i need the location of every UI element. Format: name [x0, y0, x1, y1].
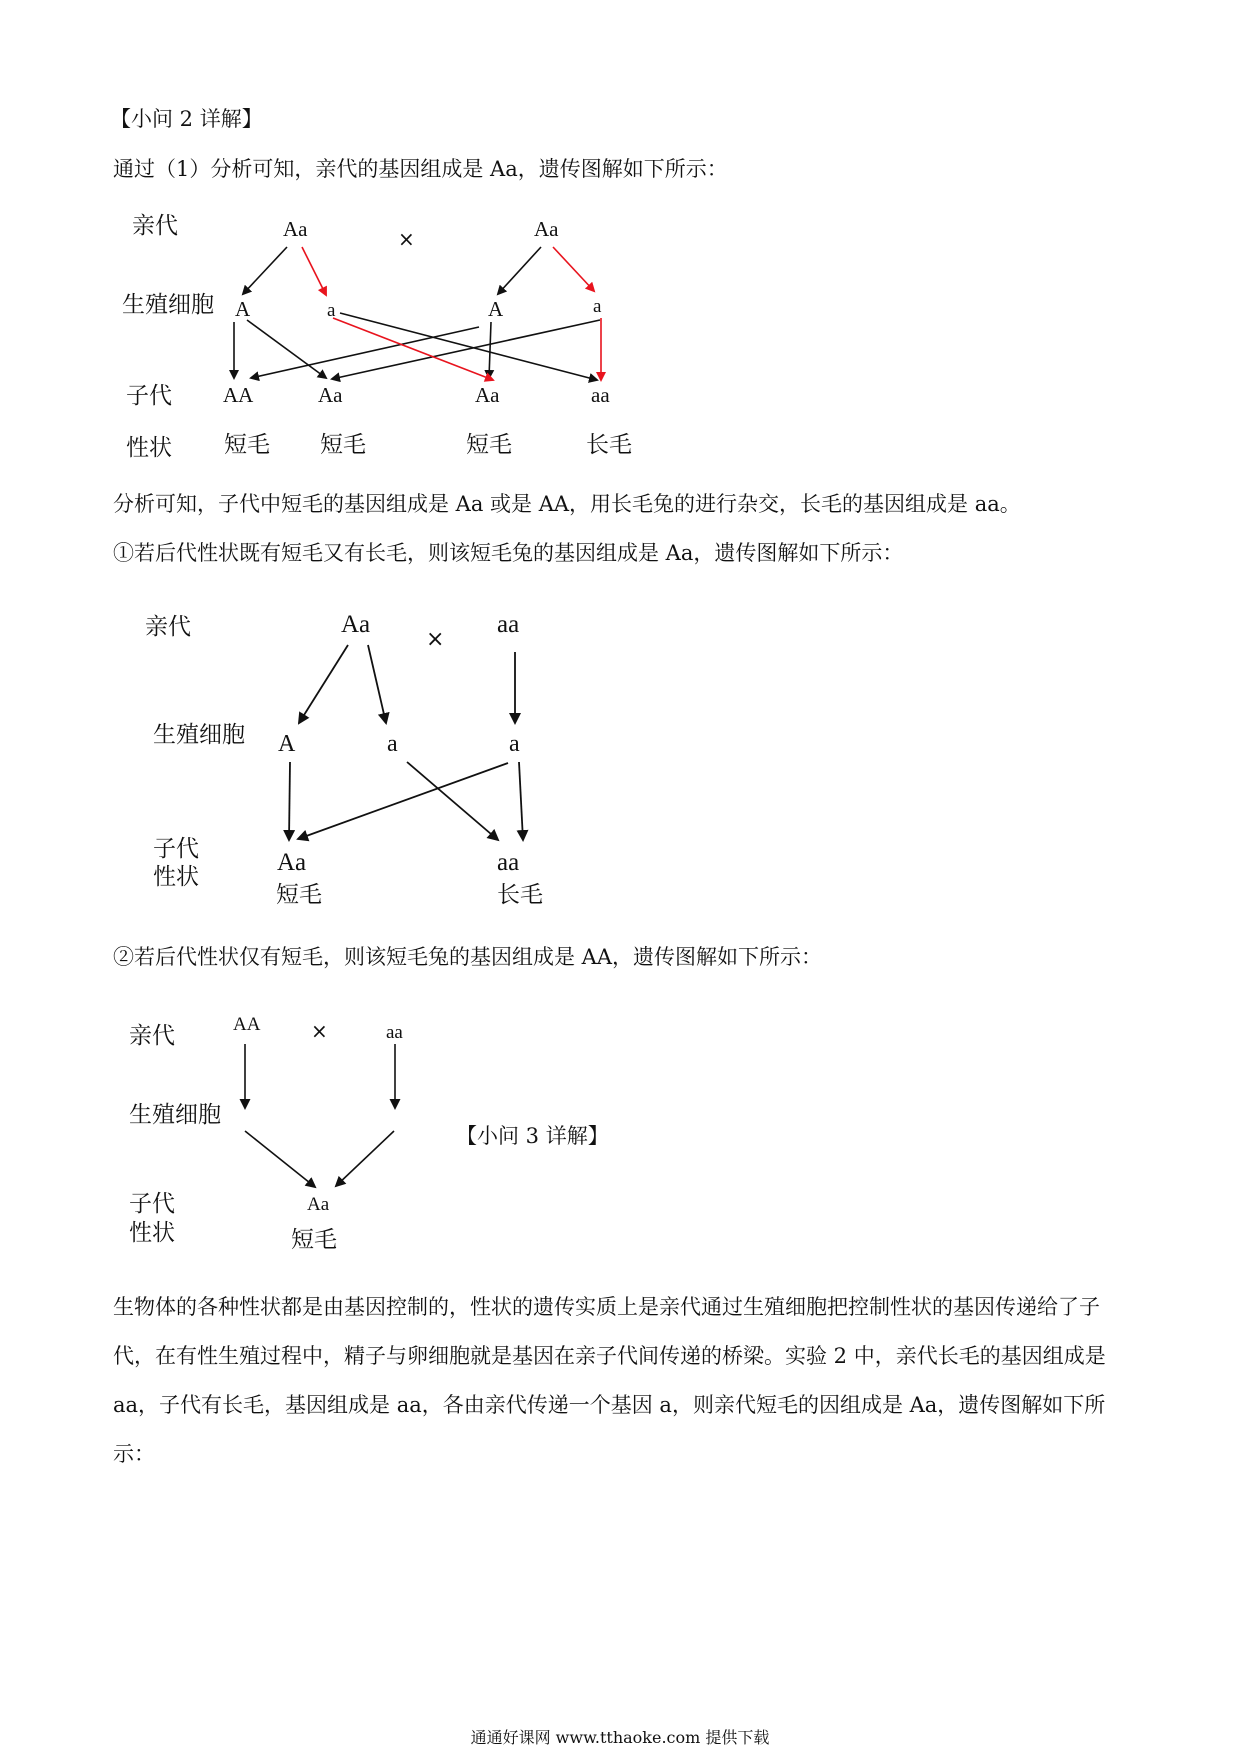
label-trait: 性状	[126, 435, 172, 461]
d3-cross-sign: ×	[311, 1019, 328, 1043]
label-offspring: 子代	[126, 383, 172, 409]
label-gamete: 生殖细胞	[122, 292, 214, 318]
d2-parent-2: aa	[497, 611, 520, 638]
d2-offspring-1: Aa	[277, 849, 307, 876]
label-parent: 亲代	[129, 1023, 175, 1049]
d2-cross-sign: ×	[426, 627, 445, 652]
d1-trait-2: 短毛	[320, 432, 366, 458]
d3-arrow-left-Aa	[245, 1131, 315, 1187]
d1-offspring-3: Aa	[475, 383, 500, 407]
d3-trait-1: 短毛	[291, 1227, 337, 1253]
d1-gamete-2: a	[327, 300, 336, 321]
d1-offspring-2: Aa	[318, 383, 343, 407]
d1-trait-3: 短毛	[466, 432, 512, 458]
label-trait: 性状	[153, 864, 199, 890]
label-parent: 亲代	[132, 213, 178, 239]
d1-cross-sign: ×	[398, 227, 415, 251]
d1-offspring-4: aa	[591, 383, 610, 407]
label-parent: 亲代	[145, 614, 191, 640]
d3-offspring-1: Aa	[307, 1194, 330, 1215]
d2-trait-2: 长毛	[497, 882, 543, 908]
d3-arrow-right-Aa	[336, 1131, 394, 1186]
d2-gamete-2: a	[387, 731, 398, 757]
d1-offspring-1: AA	[223, 383, 254, 407]
case1-line: ①若后代性状既有短毛又有长毛，则该短毛兔的基因组成是 Aa，遗传图解如下所示：	[113, 541, 904, 565]
intro-line: 通过（1）分析可知，亲代的基因组成是 Aa，遗传图解如下所示：	[113, 157, 728, 181]
d1-gamete-4: a	[593, 296, 602, 317]
section3-heading: 【小问 3 详解】	[456, 1124, 609, 1148]
analysis-line: 分析可知，子代中短毛的基因组成是 Aa 或是 AA，用长毛兔的进行杂交，长毛的基因组成是 aa。	[113, 492, 1021, 516]
d2-trait-1: 短毛	[276, 882, 322, 908]
final-paragraph: 生物体的各种性状都是由基因控制的，性状的遗传实质上是亲代通过生殖细胞把控制性状的基因传递给了子代，在有性生殖过程中，精子与卵细胞就是基因在亲子代间传递的桥梁。实验 2 中，亲代长毛的基因组成是 aa，子代有长毛，基因组成是 aa，各由亲代传递一个基因 a，则亲代短毛的因组成是 Aa，遗传图解如下所示：	[113, 1295, 1106, 1466]
d2-offspring-2: aa	[497, 849, 520, 876]
case2-line: ②若后代性状仅有短毛，则该短毛兔的基因组成是 AA，遗传图解如下所示：	[113, 945, 823, 969]
label-offspring: 子代	[129, 1191, 175, 1217]
label-trait: 性状	[129, 1220, 175, 1246]
d1-parent-2: Aa	[534, 217, 559, 241]
d1-gamete-3: A	[488, 297, 504, 321]
page-footer: 通通好课网 www.tthaoke.com 提供下载	[470, 1728, 770, 1747]
d3-parent-1: AA	[233, 1014, 261, 1035]
d1-parent-1: Aa	[283, 217, 308, 241]
d1-trait-1: 短毛	[224, 432, 270, 458]
d2-gamete-1: A	[278, 731, 296, 757]
d1-trait-4: 长毛	[586, 432, 632, 458]
label-gamete: 生殖细胞	[153, 722, 245, 748]
d2-gamete-3: a	[509, 731, 520, 757]
label-gamete: 生殖细胞	[129, 1102, 221, 1128]
d1-gamete-1: A	[235, 297, 251, 321]
section2-heading: 【小问 2 详解】	[110, 107, 263, 131]
label-offspring: 子代	[153, 836, 199, 862]
d3-parent-2: aa	[386, 1022, 403, 1043]
d2-parent-1: Aa	[341, 611, 371, 638]
